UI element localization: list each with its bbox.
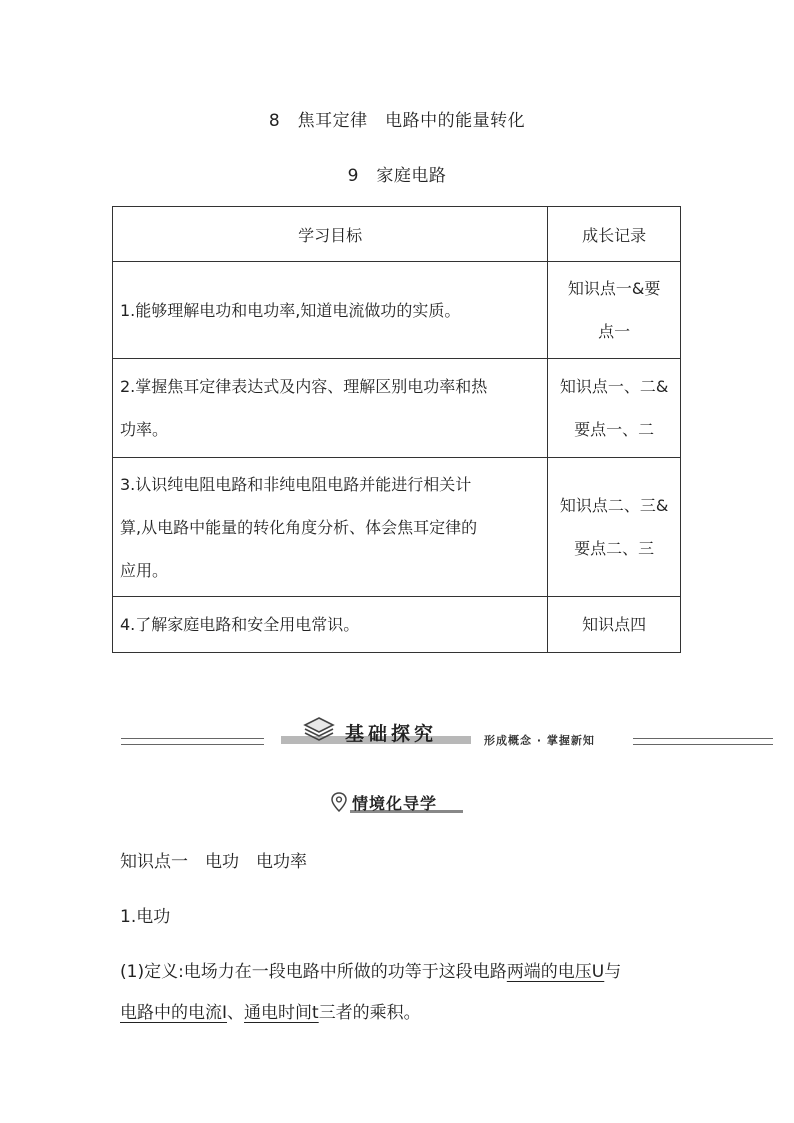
banner-left-rule <box>121 738 264 745</box>
underlined-term-time: 通电时间t <box>244 1003 319 1023</box>
section-banner <box>0 716 794 766</box>
record-cell <box>548 458 681 597</box>
table-row <box>113 359 681 458</box>
goal-line: 功率。 <box>120 420 169 439</box>
topic-heading: 1.电功 <box>120 907 171 927</box>
header-record: 成长记录 <box>548 207 681 262</box>
record-line: 要点一、二 <box>574 420 655 439</box>
definition-line-2 <box>120 998 421 1023</box>
record-cell <box>548 262 681 359</box>
lesson-title-8: 8 焦耳定律 电路中的能量转化 <box>268 111 526 131</box>
table-row <box>113 262 681 359</box>
goal-line: 3.认识纯电阻电路和非纯电阻电路并能进行相关计 <box>120 474 472 494</box>
underlined-term-voltage: 两端的电压U <box>506 962 605 982</box>
definition-line-1 <box>120 957 621 982</box>
subsection-title: 情境化导学 <box>352 794 438 813</box>
record-cell <box>548 359 681 458</box>
definition-text: 三者的乘积。 <box>318 1003 421 1023</box>
knowledge-point-heading: 知识点一 电功 电功率 <box>120 852 307 872</box>
goal-line: 2.掌握焦耳定律表达式及内容、理解区别电功率和热 <box>120 377 488 396</box>
goal-cell <box>113 359 548 458</box>
table-row <box>113 597 681 653</box>
location-pin-icon <box>330 792 348 812</box>
definition-text: (1)定义:电场力在一段电路中所做的功等于这段电路 <box>120 962 507 982</box>
header-goal: 学习目标 <box>113 207 548 262</box>
goal-line: 应用。 <box>120 560 169 580</box>
goal-cell <box>113 458 548 597</box>
definition-text: 、 <box>227 1003 245 1023</box>
goal-line: 算,从电路中能量的转化角度分析、体会焦耳定律的 <box>120 517 478 537</box>
table-row <box>113 458 681 597</box>
table-header-row <box>113 207 681 262</box>
record-line: 知识点一、二& <box>559 377 669 396</box>
lesson-title-9: 9 家庭电路 <box>347 166 447 186</box>
banner-right-rule <box>633 738 773 745</box>
record-line: 知识点二、三& <box>559 496 669 515</box>
section-title: 基础探究 <box>345 723 438 745</box>
goal-cell: 4.了解家庭电路和安全用电常识。 <box>113 597 548 653</box>
record-line: 点一 <box>598 322 631 341</box>
stacked-layers-icon <box>301 716 337 744</box>
learning-goals-table <box>112 206 681 653</box>
record-line: 知识点一&要 <box>567 279 661 298</box>
goal-cell: 1.能够理解电功和电功率,知道电流做功的实质。 <box>113 262 548 359</box>
record-line: 要点二、三 <box>574 539 655 558</box>
definition-text: 与 <box>604 962 622 982</box>
record-cell: 知识点四 <box>548 597 681 653</box>
underlined-term-current: 电路中的电流I <box>120 1003 228 1023</box>
section-subtitle: 形成概念 · 掌握新知 <box>484 734 595 747</box>
